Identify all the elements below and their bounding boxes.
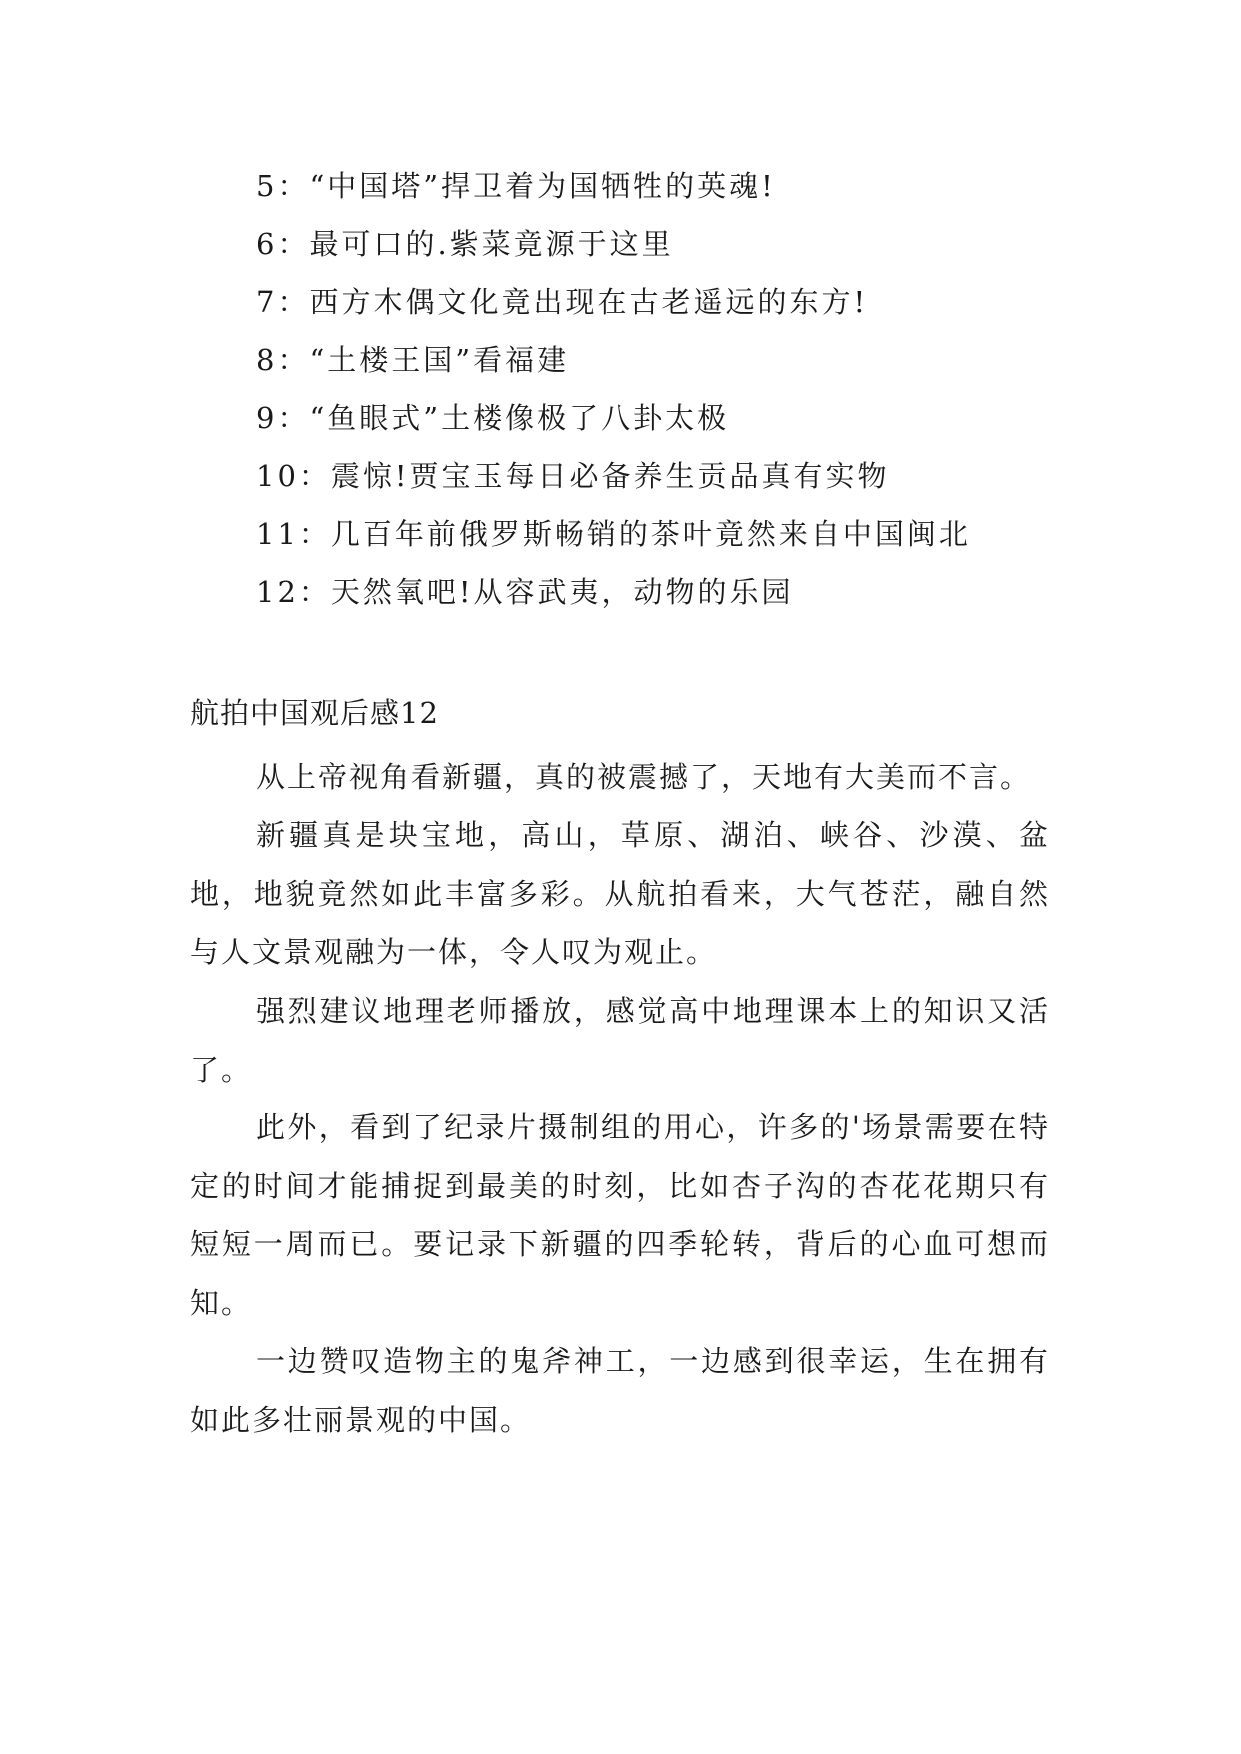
paragraph: 从上帝视角看新疆，真的被震撼了，天地有大美而不言。 xyxy=(256,760,1032,794)
section-heading: 航拍中国观后感12 xyxy=(190,696,439,730)
paragraph: 强烈建议地理老师播放，感觉高中地理课本上的知识又活了。 xyxy=(190,994,1050,1087)
list-item: 12：天然氧吧!从容武夷，动物的乐园 xyxy=(256,575,794,609)
paragraph: 一边赞叹造物主的鬼斧神工，一边感到很幸运，生在拥有如此多壮丽景观的中国。 xyxy=(190,1344,1050,1437)
paragraph: 新疆真是块宝地，高山，草原、湖泊、峡谷、沙漠、盆地，地貌竟然如此丰富多彩。从航拍看来，大气苍茫，融自然与人文景观融为一体，令人叹为观止。 xyxy=(190,818,1050,969)
paragraph: 此外，看到了纪录片摄制组的用心，许多的'场景需要在特定的时间才能捕捉到最美的时刻，比如杏子沟的杏花花期只有短短一周而已。要记录下新疆的四季轮转，背后的心血可想而知。 xyxy=(190,1110,1050,1320)
list-item: 10：震惊!贾宝玉每日必备养生贡品真有实物 xyxy=(256,459,890,493)
list-item: 8：“土楼王国”看福建 xyxy=(256,343,570,377)
list-item: 9：“鱼眼式”土楼像极了八卦太极 xyxy=(256,401,730,435)
list-item: 6：最可口的.紫菜竟源于这里 xyxy=(256,227,674,261)
list-item: 7：西方木偶文化竟出现在古老遥远的东方! xyxy=(256,285,869,319)
list-item: 5：“中国塔”捍卫着为国牺牲的英魂! xyxy=(256,169,776,203)
list-item: 11：几百年前俄罗斯畅销的茶叶竟然来自中国闽北 xyxy=(256,517,971,551)
